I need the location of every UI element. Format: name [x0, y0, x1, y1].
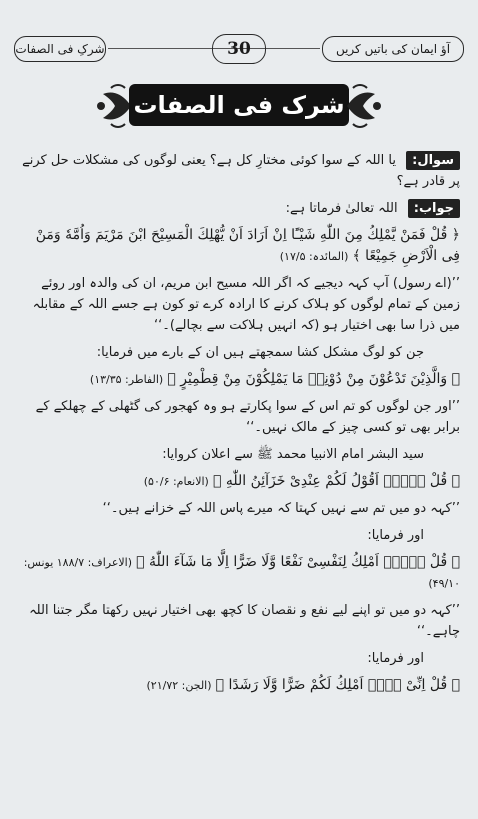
verse-2-text: ﴿ وَالَّذِيْنَ تَدْعُوْنَ مِنْ دُوْنِهٖ مَا يَمْلِكُوْنَ مِنْ قِطْمِيْرٍ ﴾ [167, 371, 460, 387]
page-content [18, 150, 460, 811]
verse-1 [18, 225, 460, 267]
verse-2-reference: (الفاطر: ۱۳/۳۵) [89, 373, 164, 386]
translation-1: ’’(اے رسول) آپ کہہ دیجیے کہ اگر اللہ مسیح ابن مریم، ان کی والدہ اور روئے زمین کے تمام لوگوں کو ہلاک کرنے کا ارادہ کرے تو کون ہے جسے اللہ کے مقابلہ میں ذرا سا بھی اختیار ہو (کہ انہیں ہلاکت سے بچالے)۔‘‘ [32, 276, 460, 333]
answer-label: جواب: [408, 199, 460, 218]
question-text: یا اللہ کے سوا کوئی مختارِ کل ہے؟ یعنی لوگوں کی مشکلات حل کرنے پر قادر ہے؟ [22, 153, 460, 189]
question-label: سوال: [406, 151, 460, 170]
translation-4: ’’کہہ دو میں تو اپنے لیے نفع و نقصان کا کچھ بھی اختیار نہیں رکھتا مگر جتنا اللہ چاہے۔‘‘ [29, 603, 460, 639]
header-rule-right [266, 48, 320, 49]
verse-5-text: ﴿ قُلْ اِنِّىْ لَاۤ اَمْلِكُ لَكُمْ ضَرًّا وَّلَا رَشَدًا ﴾ [215, 677, 460, 693]
verse-4-text: ﴿ قُلْ لَّاۤ اَمْلِكُ لِنَفْسِىْ نَفْعًا وَّلَا ضَرًّا اِلَّا مَا شَآءَ اللّٰهُ ﴾ [136, 554, 460, 570]
translation-2: ’’اور جن لوگوں کو تم اس کے سوا پکارتے ہو وہ کھجور کی گٹھلی کے چھلکے کے برابر بھی تو کسی چیز کے مالک نہیں۔‘‘ [35, 399, 460, 435]
verse-4 [18, 552, 460, 594]
intro-5: اور فرمایا: [367, 651, 424, 666]
verse-3-text: ﴿ قُلْ لَّاۤ اَقُوْلُ لَكُمْ عِنْدِىْ خَزَآئِنُ اللّٰهِ ﴾ [212, 473, 460, 489]
page-number: 30 [212, 34, 266, 64]
verse-5 [18, 675, 460, 696]
answer-paragraph [18, 198, 460, 219]
verse-3 [18, 471, 460, 492]
verse-1-text: ﴿ قُلْ فَمَنْ يَّمْلِكُ مِنَ اللّٰهِ شَيْـًٔا اِنْ اَرَادَ اَنْ يُّهْلِكَ الْمَسِيْحَ ابْنَ مَرْيَمَ وَاُمَّهٗ وَمَنْ فِى الْاَرْضِ جَمِيْعًا ﴾ [35, 227, 460, 264]
verse-1-reference: (المائدہ: ۱۷/۵) [279, 250, 349, 263]
verse-5-reference: (الجن: ۲۱/۷۲) [146, 679, 212, 692]
verse-2 [18, 369, 460, 390]
verse-3-reference: (الانعام: ۵۰/۶) [143, 475, 209, 488]
page-header [8, 32, 470, 68]
book-title: آؤ ایمان کی باتیں کریں [322, 36, 464, 62]
translation-3: ’’کہہ دو میں تم سے نہیں کہتا کہ میرے پاس اللہ کے خزانے ہیں۔‘‘ [102, 501, 460, 516]
chapter-banner [95, 80, 383, 132]
verse-4-reference: (الاعراف: ۱۸۸/۷ یونس: ۴۹/۱۰) [23, 556, 460, 590]
ornament-right-icon [343, 80, 383, 132]
intro-4: اور فرمایا: [367, 528, 424, 543]
intro-2: جن کو لوگ مشکل کشا سمجھتے ہیں ان کے بارے میں فرمایا: [96, 345, 424, 360]
intro-3: سید البشر امام الانبیا محمد ﷺ سے اعلان کروایا: [162, 447, 424, 462]
chapter-title: شرکِ فی الصفات [14, 36, 106, 62]
chapter-banner-title: شرک فی الصفات [129, 84, 349, 126]
question-paragraph [18, 150, 460, 192]
answer-text: اللہ تعالیٰ فرماتا ہے: [285, 201, 398, 216]
